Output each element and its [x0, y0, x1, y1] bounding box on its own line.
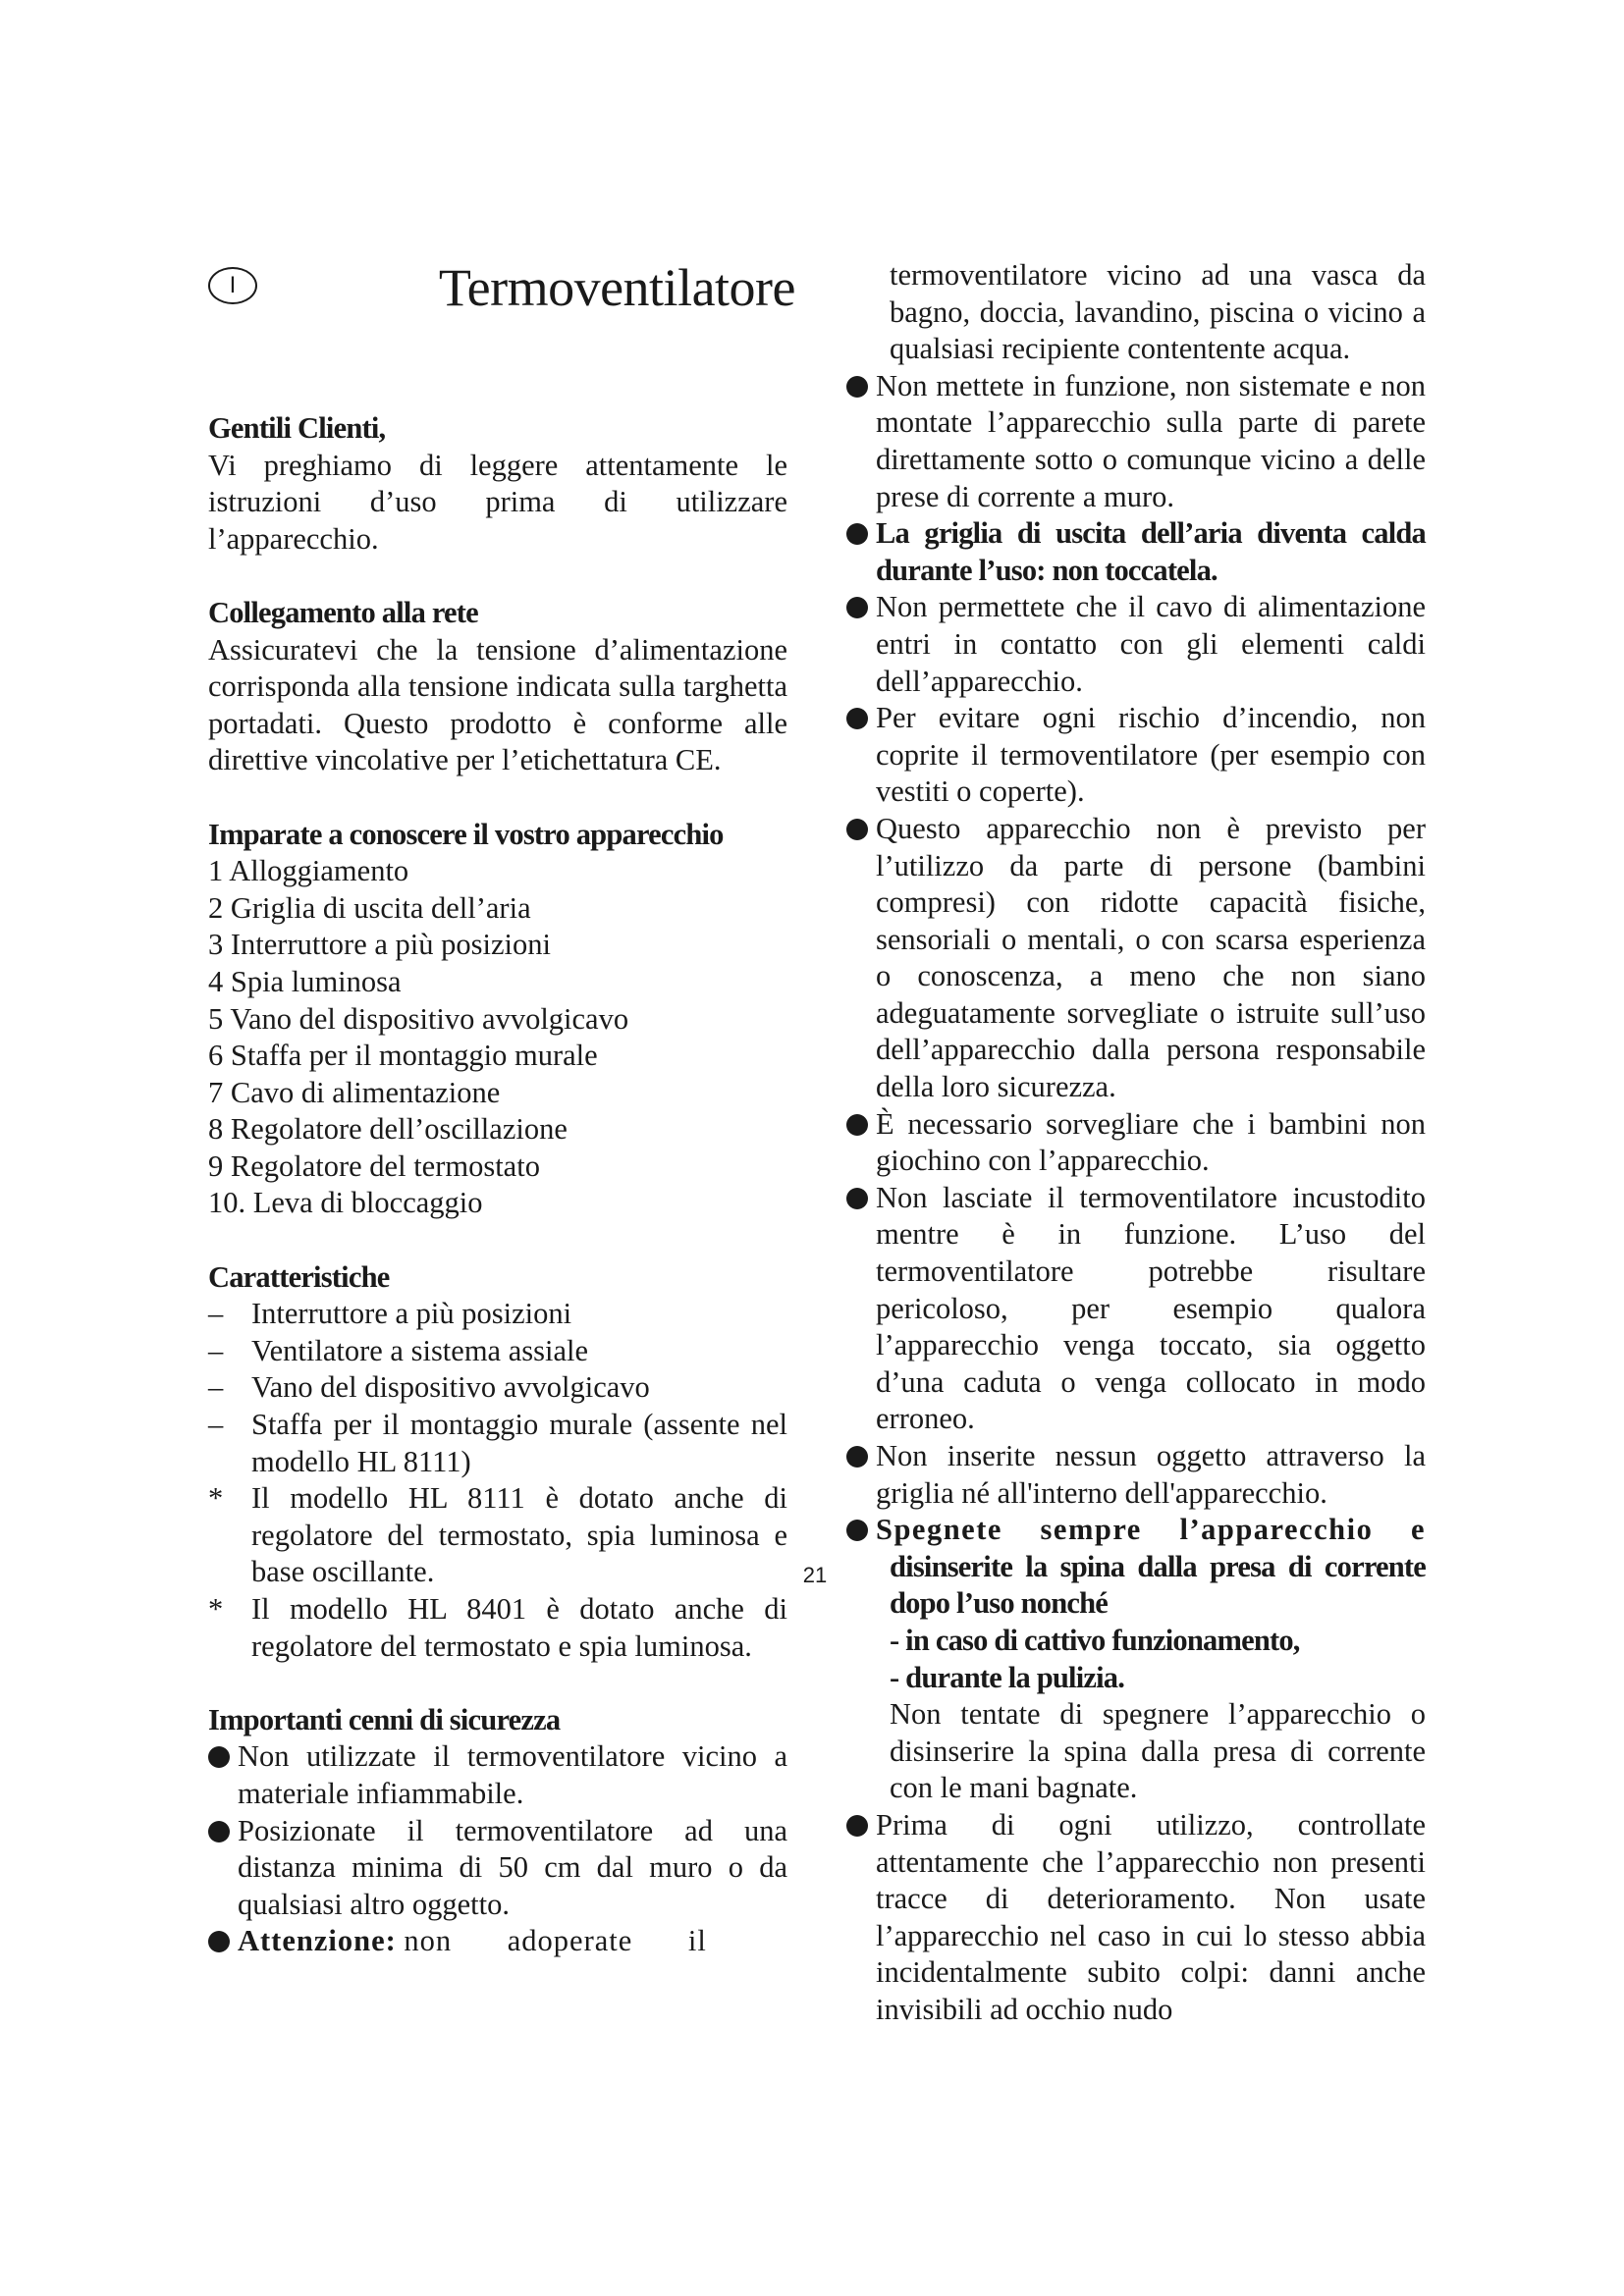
attention-text: non adoperate il [404, 1924, 707, 1958]
list-item [846, 1180, 1426, 1438]
note-text: Il modello HL 8401 è dotato anche di regolatore del termostato e spia luminosa. [251, 1592, 787, 1663]
right-column [846, 257, 1426, 2029]
safety-text: Questo apparecchio non è previsto per l’utilizzo da parte di persone (bambini compresi) con ridotte capacità fisiche, sensoriali o mentali, o con scarsa esperienza o conoscenza, a meno che non siano adeguatamente sorvegliate o istruite sull’uso dell’apparecchio dalla persona responsabile della loro sicurezza. [876, 811, 1426, 1104]
safety-text: Non utilizzate il termoventilatore vicino a materiale infiammabile. [238, 1739, 787, 1810]
continued-text: termoventilatore vicino ad una vasca da bagno, doccia, lavandino, piscina o vicino a qualsiasi recipiente contentente acqua. [890, 258, 1426, 366]
parts-list [208, 853, 787, 1222]
bullet-icon [846, 597, 868, 618]
safety-text: Posizionate il termoventilatore ad una distanza minima di 50 cm dal muro o da qualsiasi altro oggetto. [238, 1813, 787, 1921]
list-item [208, 1738, 787, 1812]
list-item [208, 1480, 787, 1591]
list-item [208, 1333, 787, 1370]
bullet-icon [846, 1446, 868, 1468]
parts-heading: Imparate a conoscere il vostro apparecchio [208, 817, 724, 851]
list-item: 4 Spia luminosa [208, 964, 402, 998]
dash-marker: – [208, 1370, 224, 1405]
safety-text [238, 1923, 787, 1960]
list-item: 5 Vano del dispositivo avvolgicavo [208, 1001, 629, 1036]
list-item [208, 1296, 787, 1333]
page-title: Termoventilatore [438, 258, 795, 317]
list-item [208, 1813, 787, 1924]
safety-text: Non mettete in funzione, non sistemate e non montate l’apparecchio sulla parte di parete direttamente sotto o comunque vicino a delle prese di corrente a muro. [876, 368, 1426, 513]
left-column [208, 410, 787, 1960]
safety-text-bold: La griglia di uscita dell’aria diventa calda durante l’uso: non toccatela. [876, 516, 1426, 587]
list-item: 3 Interruttore a più posizioni [208, 928, 551, 962]
list-item: 1 Alloggiamento [208, 854, 409, 888]
list-item [846, 700, 1426, 811]
list-item: 2 Griglia di uscita dell’aria [208, 890, 531, 925]
dash-marker: – [208, 1333, 224, 1367]
list-item: 8 Regolatore dell’oscillazione [208, 1112, 568, 1147]
safety-text [876, 1512, 1426, 1807]
bullet-icon [846, 708, 868, 729]
list-item [846, 1512, 1426, 1807]
list-item [208, 1591, 787, 1665]
list-item [846, 368, 1426, 515]
list-item [208, 1369, 787, 1407]
feature-text: Staffa per il montaggio murale (assente nel modello HL 8111) [251, 1408, 787, 1478]
page-number: 21 [802, 1563, 828, 1587]
list-item [846, 1106, 1426, 1180]
star-marker: * [208, 1481, 224, 1516]
safety-text: Prima di ogni utilizzo, controllate attentamente che l’apparecchio non presenti tracce di deterioramento. Non usate l’apparecchio nel caso in cui lo stesso abbia incidentalmente subito colpi: danni anche invisibili ad occhio nudo [876, 1807, 1426, 2026]
feature-text: Interruttore a più posizioni [251, 1297, 572, 1331]
bullet-icon [208, 1931, 230, 1952]
safety-text-bold: - durante la pulizia. [890, 1660, 1125, 1694]
bullet-icon [846, 523, 868, 545]
list-item [846, 515, 1426, 589]
safety-text: Per evitare ogni rischio d’incendio, non coprite il termoventilatore (per esempio con vestiti o coperte). [876, 701, 1426, 809]
features-heading: Caratteristiche [208, 1259, 390, 1294]
bullet-icon [846, 819, 868, 840]
bullet-icon [208, 1746, 230, 1768]
dash-marker: – [208, 1408, 224, 1442]
list-item: 10. Leva di bloccaggio [208, 1186, 483, 1220]
bullet-icon [846, 1520, 868, 1541]
safety-text-bold: disinserite la spina dalla presa di corrente dopo l’uso nonché [890, 1549, 1426, 1621]
star-marker: * [208, 1592, 224, 1626]
list-item [208, 1923, 787, 1960]
bullet-icon [846, 1114, 868, 1136]
bullet-icon [846, 1188, 868, 1209]
safety-text: Non permettete che il cavo di alimentazione entri in contatto con gli elementi caldi dell’apparecchio. [876, 590, 1426, 698]
feature-text: Ventilatore a sistema assiale [251, 1333, 589, 1367]
list-item [846, 811, 1426, 1106]
list-item [846, 1438, 1426, 1512]
safety-text: Non inserite nessun oggetto attraverso la griglia né all'interno dell'apparecchio. [876, 1439, 1426, 1510]
bullet-icon [208, 1821, 230, 1842]
attention-label: Attenzione: [238, 1924, 397, 1958]
safety-text: Non tentate di spegnere l’apparecchio o disinserire la spina dalla presa di corrente con le mani bagnate. [890, 1697, 1426, 1805]
list-item: 7 Cavo di alimentazione [208, 1075, 501, 1109]
greeting-heading: Gentili Clienti, [208, 411, 386, 445]
safety-heading: Importanti cenni di sicurezza [208, 1702, 561, 1736]
list-item: 6 Staffa per il montaggio murale [208, 1039, 598, 1073]
list-item [846, 1807, 1426, 2029]
language-badge: I [208, 267, 257, 304]
safety-text-bold: Spegnete sempre l’apparecchio e [876, 1513, 1426, 1547]
bullet-icon [846, 1815, 868, 1837]
safety-text: È necessario sorvegliare che i bambini non giochino con l’apparecchio. [876, 1106, 1426, 1178]
connection-heading: Collegamento alla rete [208, 595, 478, 629]
greeting-text: Vi preghiamo di leggere attentamente le istruzioni d’uso prima di utilizzare l’apparecchio. [208, 448, 787, 556]
safety-text-bold: - in caso di cattivo funzionamento, [890, 1623, 1300, 1657]
list-item [846, 589, 1426, 700]
connection-text: Assicuratevi che la tensione d’alimentazione corrisponda alla tensione indicata sulla targhetta portadati. Questo prodotto è conforme alle direttive vincolative per l’etichettatura CE. [208, 632, 787, 777]
features-list [208, 1296, 787, 1665]
list-item [208, 1407, 787, 1480]
feature-text: Vano del dispositivo avvolgicavo [251, 1370, 650, 1405]
safety-text: Non lasciate il termoventilatore incustodito mentre è in funzione. L’uso del termoventilatore potrebbe risultare pericoloso, per esempio qualora l’apparecchio venga toccato, sia oggetto d’una caduta o venga collocato in modo erroneo. [876, 1180, 1426, 1436]
bullet-icon [846, 376, 868, 398]
list-item: 9 Regolatore del termostato [208, 1148, 540, 1183]
note-text: Il modello HL 8111 è dotato anche di regolatore del termostato, spia luminosa e base oscillante. [251, 1481, 787, 1589]
safety-list [208, 1738, 787, 1960]
dash-marker: – [208, 1297, 224, 1331]
